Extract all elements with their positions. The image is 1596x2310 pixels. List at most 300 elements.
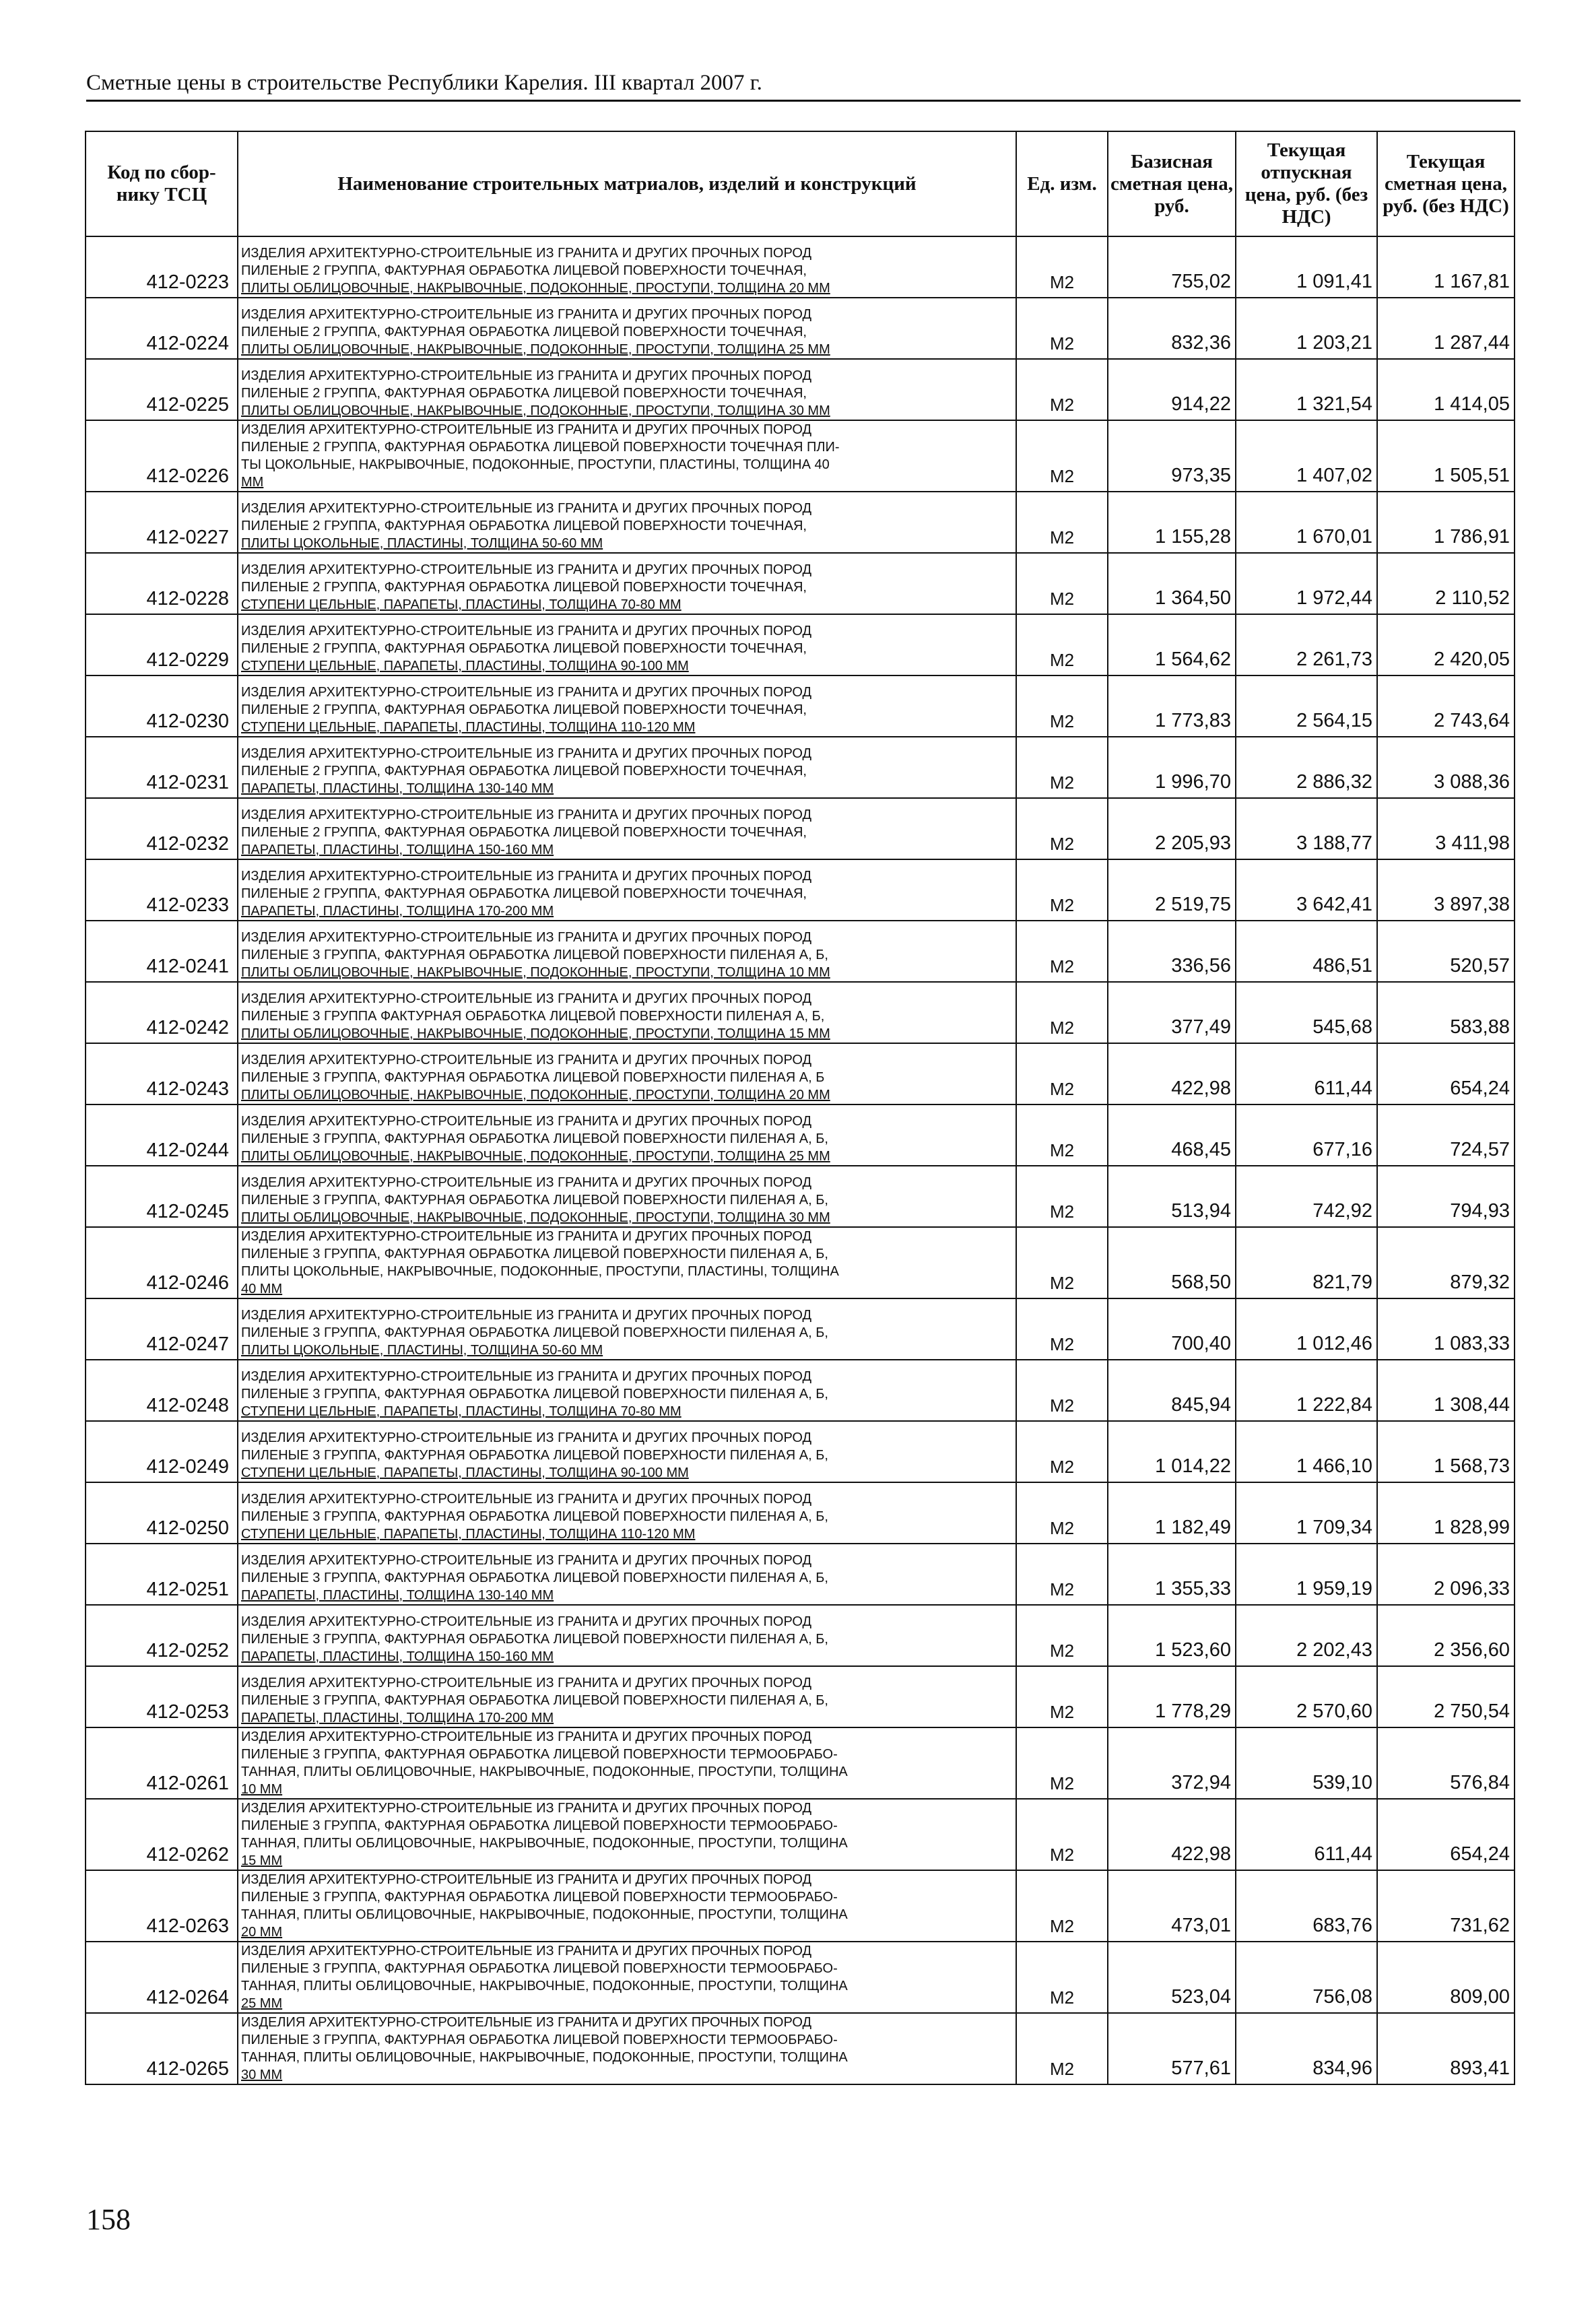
code-cell: 412-0251: [86, 1544, 238, 1605]
description-line: СТУПЕНИ ЦЕЛЬНЫЕ, ПАРАПЕТЫ, ПЛАСТИНЫ, ТОЛЩИНА 110-120 ММ: [241, 720, 696, 735]
description-line: ПИЛЕНЫЕ 2 ГРУППА, ФАКТУРНАЯ ОБРАБОТКА ЛИЦЕВОЙ ПОВЕРХНОСТИ ТОЧЕЧНАЯ,: [241, 325, 807, 339]
item-description: [241, 421, 1013, 491]
code-cell: 412-0224: [86, 298, 238, 359]
unit-cell: М2: [1016, 1544, 1108, 1605]
base-price-cell: 577,61: [1108, 2013, 1236, 2084]
table-row: [86, 2013, 1515, 2084]
description-line: ПАРАПЕТЫ, ПЛАСТИНЫ, ТОЛЩИНА 130-140 ММ: [241, 781, 554, 796]
base-price-cell: 468,45: [1108, 1104, 1236, 1166]
item-description: [241, 1490, 1013, 1543]
base-price-cell: 1 182,49: [1108, 1482, 1236, 1544]
base-price-cell: 1 996,70: [1108, 737, 1236, 798]
code-cell: 412-0246: [86, 1227, 238, 1298]
table-row: [86, 1043, 1515, 1104]
description-line: ПИЛЕНЫЕ 3 ГРУППА, ФАКТУРНАЯ ОБРАБОТКА ЛИЦЕВОЙ ПОВЕРХНОСТИ ПИЛЕНАЯ А, Б,: [241, 1193, 828, 1208]
unit-cell: М2: [1016, 1870, 1108, 1942]
estimate-price-cell: 893,41: [1377, 2013, 1515, 2084]
table-row: [86, 1227, 1515, 1298]
base-price-cell: 832,36: [1108, 298, 1236, 359]
description-line: ИЗДЕЛИЯ АРХИТЕКТУРНО-СТРОИТЕЛЬНЫЕ ИЗ ГРАНИТА И ДРУГИХ ПРОЧНЫХ ПОРОД: [241, 1114, 812, 1129]
base-price-cell: 700,40: [1108, 1298, 1236, 1360]
item-description: [241, 1368, 1013, 1420]
description-line: ИЗДЕЛИЯ АРХИТЕКТУРНО-СТРОИТЕЛЬНЫЕ ИЗ ГРАНИТА И ДРУГИХ ПРОЧНЫХ ПОРОД: [241, 991, 812, 1006]
release-price-cell: 611,44: [1236, 1043, 1377, 1104]
unit-cell: М2: [1016, 420, 1108, 492]
description-line: ПАРАПЕТЫ, ПЛАСТИНЫ, ТОЛЩИНА 150-160 ММ: [241, 1649, 554, 1664]
name-cell: [238, 1666, 1016, 1727]
release-price-cell: 1 091,41: [1236, 236, 1377, 298]
description-line: ПАРАПЕТЫ, ПЛАСТИНЫ, ТОЛЩИНА 170-200 ММ: [241, 1711, 554, 1725]
estimate-price-cell: 1 308,44: [1377, 1360, 1515, 1421]
base-price-cell: 1 564,62: [1108, 614, 1236, 675]
table-row: [86, 1104, 1515, 1166]
estimate-price-cell: 583,88: [1377, 982, 1515, 1043]
description-line: ИЗДЕЛИЯ АРХИТЕКТУРНО-СТРОИТЕЛЬНЫЕ ИЗ ГРАНИТА И ДРУГИХ ПРОЧНЫХ ПОРОД: [241, 1308, 812, 1323]
release-price-cell: 677,16: [1236, 1104, 1377, 1166]
description-line: ТЫ ЦОКОЛЬНЫЕ, НАКРЫВОЧНЫЕ, ПОДОКОННЫЕ, ПРОСТУПИ, ПЛАСТИНЫ, ТОЛЩИНА 40: [241, 457, 830, 472]
description-line: ПЛИТЫ ОБЛИЦОВОЧНЫЕ, НАКРЫВОЧНЫЕ, ПОДОКОННЫЕ, ПРОСТУПИ, ТОЛЩИНА 20 ММ: [241, 281, 830, 296]
description-line: ПИЛЕНЫЕ 3 ГРУППА, ФАКТУРНАЯ ОБРАБОТКА ЛИЦЕВОЙ ПОВЕРХНОСТИ ПИЛЕНАЯ А, Б,: [241, 1247, 828, 1261]
description-line: ИЗДЕЛИЯ АРХИТЕКТУРНО-СТРОИТЕЛЬНЫЕ ИЗ ГРАНИТА И ДРУГИХ ПРОЧНЫХ ПОРОД: [241, 307, 812, 322]
name-cell: [238, 298, 1016, 359]
unit-cell: М2: [1016, 359, 1108, 420]
description-line: ПИЛЕНЫЕ 3 ГРУППА, ФАКТУРНАЯ ОБРАБОТКА ЛИЦЕВОЙ ПОВЕРХНОСТИ ТЕРМООБРАБО-: [241, 1747, 838, 1762]
table-row: [86, 1727, 1515, 1799]
description-line: ИЗДЕЛИЯ АРХИТЕКТУРНО-СТРОИТЕЛЬНЫЕ ИЗ ГРАНИТА И ДРУГИХ ПРОЧНЫХ ПОРОД: [241, 1872, 812, 1887]
name-cell: [238, 921, 1016, 982]
base-price-cell: 1 523,60: [1108, 1605, 1236, 1666]
item-description: [241, 622, 1013, 675]
item-description: [241, 867, 1013, 920]
release-price-cell: 1 321,54: [1236, 359, 1377, 420]
page-header: Сметные цены в строительстве Республики Карелия. III квартал 2007 г.: [86, 67, 1521, 102]
unit-cell: М2: [1016, 1043, 1108, 1104]
estimate-price-cell: 1 568,73: [1377, 1421, 1515, 1482]
unit-cell: М2: [1016, 1727, 1108, 1799]
name-cell: [238, 1421, 1016, 1482]
table-row: [86, 737, 1515, 798]
description-line: ПИЛЕНЫЕ 3 ГРУППА, ФАКТУРНАЯ ОБРАБОТКА ЛИЦЕВОЙ ПОВЕРХНОСТИ ПИЛЕНАЯ А, Б,: [241, 1325, 828, 1340]
name-cell: [238, 553, 1016, 614]
base-price-cell: 336,56: [1108, 921, 1236, 982]
name-cell: [238, 1298, 1016, 1360]
description-line: ПИЛЕНЫЕ 3 ГРУППА, ФАКТУРНАЯ ОБРАБОТКА ЛИЦЕВОЙ ПОВЕРХНОСТИ ПИЛЕНАЯ А, Б,: [241, 1448, 828, 1463]
description-line: ПЛИТЫ ОБЛИЦОВОЧНЫЕ, НАКРЫВОЧНЫЕ, ПОДОКОННЫЕ, ПРОСТУПИ, ТОЛЩИНА 10 ММ: [241, 965, 830, 980]
code-cell: 412-0242: [86, 982, 238, 1043]
unit-cell: М2: [1016, 1227, 1108, 1298]
code-cell: 412-0252: [86, 1605, 238, 1666]
base-price-cell: 422,98: [1108, 1043, 1236, 1104]
description-line: ММ: [241, 475, 264, 490]
column-header-release-price: Текущая отпускная цена, руб. (без НДС): [1236, 131, 1377, 236]
name-cell: [238, 1104, 1016, 1166]
estimate-price-cell: 1 414,05: [1377, 359, 1515, 420]
name-cell: [238, 614, 1016, 675]
base-price-cell: 513,94: [1108, 1166, 1236, 1227]
table-body: [86, 236, 1515, 2084]
description-line: ИЗДЕЛИЯ АРХИТЕКТУРНО-СТРОИТЕЛЬНЫЕ ИЗ ГРАНИТА И ДРУГИХ ПРОЧНЫХ ПОРОД: [241, 1175, 812, 1190]
description-line: ПЛИТЫ ОБЛИЦОВОЧНЫЕ, НАКРЫВОЧНЫЕ, ПОДОКОННЫЕ, ПРОСТУПИ, ТОЛЩИНА 25 ММ: [241, 1149, 830, 1164]
item-description: [241, 806, 1013, 859]
description-line: ПИЛЕНЫЕ 3 ГРУППА, ФАКТУРНАЯ ОБРАБОТКА ЛИЦЕВОЙ ПОВЕРХНОСТИ ПИЛЕНАЯ А, Б,: [241, 1571, 828, 1585]
description-line: ИЗДЕЛИЯ АРХИТЕКТУРНО-СТРОИТЕЛЬНЫЕ ИЗ ГРАНИТА И ДРУГИХ ПРОЧНЫХ ПОРОД: [241, 368, 812, 383]
table-row: [86, 298, 1515, 359]
description-line: ИЗДЕЛИЯ АРХИТЕКТУРНО-СТРОИТЕЛЬНЫЕ ИЗ ГРАНИТА И ДРУГИХ ПРОЧНЫХ ПОРОД: [241, 869, 812, 884]
code-cell: 412-0226: [86, 420, 238, 492]
column-header-unit: Ед. изм.: [1016, 131, 1108, 236]
description-line: ПЛИТЫ ЦОКОЛЬНЫЕ, ПЛАСТИНЫ, ТОЛЩИНА 50-60 ММ: [241, 1343, 603, 1358]
release-price-cell: 3 188,77: [1236, 798, 1377, 859]
column-header-estimate-price: Текущая сметная цена, руб. (без НДС): [1377, 131, 1515, 236]
description-line: ПИЛЕНЫЕ 2 ГРУППА, ФАКТУРНАЯ ОБРАБОТКА ЛИЦЕВОЙ ПОВЕРХНОСТИ ТОЧЕЧНАЯ,: [241, 519, 807, 533]
description-line: ПИЛЕНЫЕ 3 ГРУППА, ФАКТУРНАЯ ОБРАБОТКА ЛИЦЕВОЙ ПОВЕРХНОСТИ ТЕРМООБРАБО-: [241, 1818, 838, 1833]
item-description: [241, 1113, 1013, 1165]
item-description: [241, 1429, 1013, 1482]
description-line: ПИЛЕНЫЕ 3 ГРУППА, ФАКТУРНАЯ ОБРАБОТКА ЛИЦЕВОЙ ПОВЕРХНОСТИ ПИЛЕНАЯ А, Б: [241, 1070, 825, 1085]
name-cell: [238, 1227, 1016, 1298]
release-price-cell: 2 564,15: [1236, 675, 1377, 737]
column-header-name: Наименование строительных матриалов, изделий и конструкций: [238, 131, 1016, 236]
table-row: [86, 420, 1515, 492]
item-description: [241, 1613, 1013, 1665]
description-line: ПИЛЕНЫЕ 2 ГРУППА, ФАКТУРНАЯ ОБРАБОТКА ЛИЦЕВОЙ ПОВЕРХНОСТИ ТОЧЕЧНАЯ,: [241, 764, 807, 779]
name-cell: [238, 737, 1016, 798]
name-cell: [238, 1043, 1016, 1104]
release-price-cell: 683,76: [1236, 1870, 1377, 1942]
name-cell: [238, 1360, 1016, 1421]
unit-cell: М2: [1016, 982, 1108, 1043]
table-row: [86, 1799, 1515, 1870]
description-line: ИЗДЕЛИЯ АРХИТЕКТУРНО-СТРОИТЕЛЬНЫЕ ИЗ ГРАНИТА И ДРУГИХ ПРОЧНЫХ ПОРОД: [241, 2015, 812, 2030]
description-line: ИЗДЕЛИЯ АРХИТЕКТУРНО-СТРОИТЕЛЬНЫЕ ИЗ ГРАНИТА И ДРУГИХ ПРОЧНЫХ ПОРОД: [241, 685, 812, 700]
release-price-cell: 1 959,19: [1236, 1544, 1377, 1605]
table-row: [86, 1870, 1515, 1942]
base-price-cell: 973,35: [1108, 420, 1236, 492]
table-row: [86, 1942, 1515, 2013]
name-cell: [238, 236, 1016, 298]
release-price-cell: 545,68: [1236, 982, 1377, 1043]
estimate-price-cell: 3 088,36: [1377, 737, 1515, 798]
base-price-cell: 473,01: [1108, 1870, 1236, 1942]
table-row: [86, 236, 1515, 298]
estimate-price-cell: 724,57: [1377, 1104, 1515, 1166]
description-line: ИЗДЕЛИЯ АРХИТЕКТУРНО-СТРОИТЕЛЬНЫЕ ИЗ ГРАНИТА И ДРУГИХ ПРОЧНЫХ ПОРОД: [241, 624, 812, 638]
estimate-price-cell: 2 110,52: [1377, 553, 1515, 614]
description-line: ТАННАЯ, ПЛИТЫ ОБЛИЦОВОЧНЫЕ, НАКРЫВОЧНЫЕ, ПОДОКОННЫЕ, ПРОСТУПИ, ТОЛЩИНА: [241, 1907, 848, 1922]
unit-cell: М2: [1016, 1666, 1108, 1727]
unit-cell: М2: [1016, 921, 1108, 982]
estimate-price-cell: 731,62: [1377, 1870, 1515, 1942]
code-cell: 412-0265: [86, 2013, 238, 2084]
description-line: ПИЛЕНЫЕ 2 ГРУППА, ФАКТУРНАЯ ОБРАБОТКА ЛИЦЕВОЙ ПОВЕРХНОСТИ ТОЧЕЧНАЯ,: [241, 263, 807, 278]
description-line: ИЗДЕЛИЯ АРХИТЕКТУРНО-СТРОИТЕЛЬНЫЕ ИЗ ГРАНИТА И ДРУГИХ ПРОЧНЫХ ПОРОД: [241, 1729, 812, 1744]
item-description: [241, 1871, 1013, 1941]
item-description: [241, 2014, 1013, 2084]
unit-cell: М2: [1016, 1942, 1108, 2013]
table-row: [86, 982, 1515, 1043]
release-price-cell: 611,44: [1236, 1799, 1377, 1870]
description-line: ИЗДЕЛИЯ АРХИТЕКТУРНО-СТРОИТЕЛЬНЫЕ ИЗ ГРАНИТА И ДРУГИХ ПРОЧНЫХ ПОРОД: [241, 746, 812, 761]
description-line: ИЗДЕЛИЯ АРХИТЕКТУРНО-СТРОИТЕЛЬНЫЕ ИЗ ГРАНИТА И ДРУГИХ ПРОЧНЫХ ПОРОД: [241, 1676, 812, 1690]
base-price-cell: 1 778,29: [1108, 1666, 1236, 1727]
release-price-cell: 1 203,21: [1236, 298, 1377, 359]
description-line: ПИЛЕНЫЕ 3 ГРУППА, ФАКТУРНАЯ ОБРАБОТКА ЛИЦЕВОЙ ПОВЕРХНОСТИ ТЕРМООБРАБО-: [241, 1890, 838, 1905]
description-line: ИЗДЕЛИЯ АРХИТЕКТУРНО-СТРОИТЕЛЬНЫЕ ИЗ ГРАНИТА И ДРУГИХ ПРОЧНЫХ ПОРОД: [241, 1430, 812, 1445]
unit-cell: М2: [1016, 1482, 1108, 1544]
table-row: [86, 553, 1515, 614]
code-cell: 412-0250: [86, 1482, 238, 1544]
price-table: [85, 131, 1515, 2085]
item-description: [241, 244, 1013, 297]
description-line: ИЗДЕЛИЯ АРХИТЕКТУРНО-СТРОИТЕЛЬНЫЕ ИЗ ГРАНИТА И ДРУГИХ ПРОЧНЫХ ПОРОД: [241, 1369, 812, 1384]
table-row: [86, 1360, 1515, 1421]
description-line: ПЛИТЫ ОБЛИЦОВОЧНЫЕ, НАКРЫВОЧНЫЕ, ПОДОКОННЫЕ, ПРОСТУПИ, ТОЛЩИНА 30 ММ: [241, 1210, 830, 1225]
description-line: ИЗДЕЛИЯ АРХИТЕКТУРНО-СТРОИТЕЛЬНЫЕ ИЗ ГРАНИТА И ДРУГИХ ПРОЧНЫХ ПОРОД: [241, 1053, 812, 1067]
unit-cell: М2: [1016, 737, 1108, 798]
code-cell: 412-0244: [86, 1104, 238, 1166]
unit-cell: М2: [1016, 2013, 1108, 2084]
base-price-cell: 914,22: [1108, 359, 1236, 420]
unit-cell: М2: [1016, 298, 1108, 359]
description-line: ПИЛЕНЫЕ 2 ГРУППА, ФАКТУРНАЯ ОБРАБОТКА ЛИЦЕВОЙ ПОВЕРХНОСТИ ТОЧЕЧНАЯ,: [241, 580, 807, 595]
estimate-price-cell: 1 083,33: [1377, 1298, 1515, 1360]
base-price-cell: 568,50: [1108, 1227, 1236, 1298]
unit-cell: М2: [1016, 1360, 1108, 1421]
estimate-price-cell: 576,84: [1377, 1727, 1515, 1799]
description-line: СТУПЕНИ ЦЕЛЬНЫЕ, ПАРАПЕТЫ, ПЛАСТИНЫ, ТОЛЩИНА 70-80 ММ: [241, 1404, 681, 1419]
release-price-cell: 1 670,01: [1236, 492, 1377, 553]
description-line: ПИЛЕНЫЕ 3 ГРУППА, ФАКТУРНАЯ ОБРАБОТКА ЛИЦЕВОЙ ПОВЕРХНОСТИ ПИЛЕНАЯ А, Б,: [241, 1387, 828, 1401]
description-line: 10 ММ: [241, 1782, 283, 1797]
description-line: ПАРАПЕТЫ, ПЛАСТИНЫ, ТОЛЩИНА 130-140 ММ: [241, 1588, 554, 1603]
code-cell: 412-0225: [86, 359, 238, 420]
table-row: [86, 1166, 1515, 1227]
table-row: [86, 1544, 1515, 1605]
estimate-price-cell: 654,24: [1377, 1043, 1515, 1104]
release-price-cell: 2 202,43: [1236, 1605, 1377, 1666]
description-line: ПИЛЕНЫЕ 3 ГРУППА, ФАКТУРНАЯ ОБРАБОТКА ЛИЦЕВОЙ ПОВЕРХНОСТИ ПИЛЕНАЯ А, Б,: [241, 948, 828, 962]
item-description: [241, 1051, 1013, 1104]
description-line: ПЛИТЫ ЦОКОЛЬНЫЕ, НАКРЫВОЧНЫЕ, ПОДОКОННЫЕ, ПРОСТУПИ, ПЛАСТИНЫ, ТОЛЩИНА: [241, 1264, 839, 1279]
base-price-cell: 2 519,75: [1108, 859, 1236, 921]
code-cell: 412-0241: [86, 921, 238, 982]
release-price-cell: 821,79: [1236, 1227, 1377, 1298]
estimate-price-cell: 1 167,81: [1377, 236, 1515, 298]
code-cell: 412-0253: [86, 1666, 238, 1727]
description-line: ИЗДЕЛИЯ АРХИТЕКТУРНО-СТРОИТЕЛЬНЫЕ ИЗ ГРАНИТА И ДРУГИХ ПРОЧНЫХ ПОРОД: [241, 1801, 812, 1816]
name-cell: [238, 1544, 1016, 1605]
item-description: [241, 500, 1013, 552]
description-line: СТУПЕНИ ЦЕЛЬНЫЕ, ПАРАПЕТЫ, ПЛАСТИНЫ, ТОЛЩИНА 90-100 ММ: [241, 1465, 689, 1480]
description-line: ПЛИТЫ ЦОКОЛЬНЫЕ, ПЛАСТИНЫ, ТОЛЩИНА 50-60 ММ: [241, 536, 603, 551]
unit-cell: М2: [1016, 859, 1108, 921]
release-price-cell: 2 261,73: [1236, 614, 1377, 675]
description-line: СТУПЕНИ ЦЕЛЬНЫЕ, ПАРАПЕТЫ, ПЛАСТИНЫ, ТОЛЩИНА 90-100 ММ: [241, 659, 689, 673]
description-line: ИЗДЕЛИЯ АРХИТЕКТУРНО-СТРОИТЕЛЬНЫЕ ИЗ ГРАНИТА И ДРУГИХ ПРОЧНЫХ ПОРОД: [241, 1944, 812, 1958]
estimate-price-cell: 2 420,05: [1377, 614, 1515, 675]
estimate-price-cell: 654,24: [1377, 1799, 1515, 1870]
code-cell: 412-0228: [86, 553, 238, 614]
table-row: [86, 675, 1515, 737]
table-row: [86, 1605, 1515, 1666]
description-line: ИЗДЕЛИЯ АРХИТЕКТУРНО-СТРОИТЕЛЬНЫЕ ИЗ ГРАНИТА И ДРУГИХ ПРОЧНЫХ ПОРОД: [241, 246, 812, 261]
name-cell: [238, 1870, 1016, 1942]
description-line: ПИЛЕНЫЕ 2 ГРУППА, ФАКТУРНАЯ ОБРАБОТКА ЛИЦЕВОЙ ПОВЕРХНОСТИ ТОЧЕЧНАЯ,: [241, 641, 807, 656]
unit-cell: М2: [1016, 614, 1108, 675]
code-cell: 412-0248: [86, 1360, 238, 1421]
code-cell: 412-0243: [86, 1043, 238, 1104]
unit-cell: М2: [1016, 1421, 1108, 1482]
item-description: [241, 1228, 1013, 1298]
base-price-cell: 1 364,50: [1108, 553, 1236, 614]
description-line: ПАРАПЕТЫ, ПЛАСТИНЫ, ТОЛЩИНА 150-160 ММ: [241, 843, 554, 857]
description-line: ПИЛЕНЫЕ 3 ГРУППА, ФАКТУРНАЯ ОБРАБОТКА ЛИЦЕВОЙ ПОВЕРХНОСТИ ПИЛЕНАЯ А, Б,: [241, 1632, 828, 1647]
item-description: [241, 684, 1013, 736]
description-line: ТАННАЯ, ПЛИТЫ ОБЛИЦОВОЧНЫЕ, НАКРЫВОЧНЫЕ, ПОДОКОННЫЕ, ПРОСТУПИ, ТОЛЩИНА: [241, 1764, 848, 1779]
estimate-price-cell: 2 356,60: [1377, 1605, 1515, 1666]
estimate-price-cell: 1 828,99: [1377, 1482, 1515, 1544]
code-cell: 412-0231: [86, 737, 238, 798]
description-line: ТАННАЯ, ПЛИТЫ ОБЛИЦОВОЧНЫЕ, НАКРЫВОЧНЫЕ, ПОДОКОННЫЕ, ПРОСТУПИ, ТОЛЩИНА: [241, 2050, 848, 2065]
estimate-price-cell: 1 786,91: [1377, 492, 1515, 553]
base-price-cell: 2 205,93: [1108, 798, 1236, 859]
item-description: [241, 561, 1013, 614]
table-row: [86, 1298, 1515, 1360]
description-line: ПЛИТЫ ОБЛИЦОВОЧНЫЕ, НАКРЫВОЧНЫЕ, ПОДОКОННЫЕ, ПРОСТУПИ, ТОЛЩИНА 30 ММ: [241, 403, 830, 418]
name-cell: [238, 1166, 1016, 1227]
table-row: [86, 614, 1515, 675]
description-line: 20 ММ: [241, 1925, 283, 1940]
description-line: ИЗДЕЛИЯ АРХИТЕКТУРНО-СТРОИТЕЛЬНЫЕ ИЗ ГРАНИТА И ДРУГИХ ПРОЧНЫХ ПОРОД: [241, 1614, 812, 1629]
code-cell: 412-0245: [86, 1166, 238, 1227]
release-price-cell: 1 012,46: [1236, 1298, 1377, 1360]
estimate-price-cell: 1 287,44: [1377, 298, 1515, 359]
code-cell: 412-0261: [86, 1727, 238, 1799]
name-cell: [238, 675, 1016, 737]
description-line: ИЗДЕЛИЯ АРХИТЕКТУРНО-СТРОИТЕЛЬНЫЕ ИЗ ГРАНИТА И ДРУГИХ ПРОЧНЫХ ПОРОД: [241, 930, 812, 945]
base-price-cell: 755,02: [1108, 236, 1236, 298]
table-header: [86, 131, 1515, 236]
description-line: СТУПЕНИ ЦЕЛЬНЫЕ, ПАРАПЕТЫ, ПЛАСТИНЫ, ТОЛЩИНА 110-120 ММ: [241, 1527, 696, 1542]
table-row: [86, 1666, 1515, 1727]
table-row: [86, 798, 1515, 859]
release-price-cell: 3 642,41: [1236, 859, 1377, 921]
table-row: [86, 921, 1515, 982]
release-price-cell: 1 466,10: [1236, 1421, 1377, 1482]
code-cell: 412-0230: [86, 675, 238, 737]
item-description: [241, 1674, 1013, 1727]
estimate-price-cell: 879,32: [1377, 1227, 1515, 1298]
description-line: ПИЛЕНЫЕ 2 ГРУППА, ФАКТУРНАЯ ОБРАБОТКА ЛИЦЕВОЙ ПОВЕРХНОСТИ ТОЧЕЧНАЯ,: [241, 702, 807, 717]
name-cell: [238, 2013, 1016, 2084]
estimate-price-cell: 794,93: [1377, 1166, 1515, 1227]
description-line: ПЛИТЫ ОБЛИЦОВОЧНЫЕ, НАКРЫВОЧНЫЕ, ПОДОКОННЫЕ, ПРОСТУПИ, ТОЛЩИНА 25 ММ: [241, 342, 830, 357]
estimate-price-cell: 2 750,54: [1377, 1666, 1515, 1727]
description-line: ИЗДЕЛИЯ АРХИТЕКТУРНО-СТРОИТЕЛЬНЫЕ ИЗ ГРАНИТА И ДРУГИХ ПРОЧНЫХ ПОРОД: [241, 807, 812, 822]
item-description: [241, 1942, 1013, 2012]
code-cell: 412-0223: [86, 236, 238, 298]
name-cell: [238, 1942, 1016, 2013]
page-number: 158: [86, 2203, 131, 2236]
unit-cell: М2: [1016, 1799, 1108, 1870]
item-description: [241, 367, 1013, 420]
description-line: ПИЛЕНЫЕ 2 ГРУППА, ФАКТУРНАЯ ОБРАБОТКА ЛИЦЕВОЙ ПОВЕРХНОСТИ ТОЧЕЧНАЯ,: [241, 825, 807, 840]
description-line: 30 ММ: [241, 2068, 283, 2082]
release-price-cell: 742,92: [1236, 1166, 1377, 1227]
column-header-code: Код по сбор-нику ТСЦ: [86, 131, 238, 236]
base-price-cell: 377,49: [1108, 982, 1236, 1043]
unit-cell: М2: [1016, 1298, 1108, 1360]
description-line: ПИЛЕНЫЕ 3 ГРУППА, ФАКТУРНАЯ ОБРАБОТКА ЛИЦЕВОЙ ПОВЕРХНОСТИ ПИЛЕНАЯ А, Б,: [241, 1131, 828, 1146]
item-description: [241, 1307, 1013, 1359]
code-cell: 412-0249: [86, 1421, 238, 1482]
release-price-cell: 539,10: [1236, 1727, 1377, 1799]
description-line: 40 ММ: [241, 1282, 283, 1296]
release-price-cell: 756,08: [1236, 1942, 1377, 2013]
estimate-price-cell: 1 505,51: [1377, 420, 1515, 492]
base-price-cell: 1 155,28: [1108, 492, 1236, 553]
base-price-cell: 1 014,22: [1108, 1421, 1236, 1482]
release-price-cell: 834,96: [1236, 2013, 1377, 2084]
description-line: ПИЛЕНЫЕ 3 ГРУППА, ФАКТУРНАЯ ОБРАБОТКА ЛИЦЕВОЙ ПОВЕРХНОСТИ ТЕРМООБРАБО-: [241, 1961, 838, 1976]
description-line: ПИЛЕНЫЕ 3 ГРУППА, ФАКТУРНАЯ ОБРАБОТКА ЛИЦЕВОЙ ПОВЕРХНОСТИ ПИЛЕНАЯ А, Б,: [241, 1509, 828, 1524]
estimate-price-cell: 520,57: [1377, 921, 1515, 982]
estimate-price-cell: 3 897,38: [1377, 859, 1515, 921]
code-cell: 412-0247: [86, 1298, 238, 1360]
table-row: [86, 1421, 1515, 1482]
release-price-cell: 2 886,32: [1236, 737, 1377, 798]
description-line: СТУПЕНИ ЦЕЛЬНЫЕ, ПАРАПЕТЫ, ПЛАСТИНЫ, ТОЛЩИНА 70-80 ММ: [241, 597, 681, 612]
unit-cell: М2: [1016, 1166, 1108, 1227]
name-cell: [238, 1799, 1016, 1870]
description-line: ТАННАЯ, ПЛИТЫ ОБЛИЦОВОЧНЫЕ, НАКРЫВОЧНЫЕ, ПОДОКОННЫЕ, ПРОСТУПИ, ТОЛЩИНА: [241, 1979, 848, 1993]
table-row: [86, 492, 1515, 553]
unit-cell: М2: [1016, 492, 1108, 553]
estimate-price-cell: 809,00: [1377, 1942, 1515, 2013]
description-line: ПЛИТЫ ОБЛИЦОВОЧНЫЕ, НАКРЫВОЧНЫЕ, ПОДОКОННЫЕ, ПРОСТУПИ, ТОЛЩИНА 20 ММ: [241, 1088, 830, 1102]
estimate-price-cell: 2 096,33: [1377, 1544, 1515, 1605]
description-line: ИЗДЕЛИЯ АРХИТЕКТУРНО-СТРОИТЕЛЬНЫЕ ИЗ ГРАНИТА И ДРУГИХ ПРОЧНЫХ ПОРОД: [241, 562, 812, 577]
table-row: [86, 1482, 1515, 1544]
item-description: [241, 1552, 1013, 1604]
code-cell: 412-0227: [86, 492, 238, 553]
description-line: 15 ММ: [241, 1853, 283, 1868]
description-line: ПИЛЕНЫЕ 3 ГРУППА ФАКТУРНАЯ ОБРАБОТКА ЛИЦЕВОЙ ПОВЕРХНОСТИ ПИЛЕНАЯ А, Б,: [241, 1009, 825, 1024]
item-description: [241, 745, 1013, 797]
description-line: ПЛИТЫ ОБЛИЦОВОЧНЫЕ, НАКРЫВОЧНЫЕ, ПОДОКОННЫЕ, ПРОСТУПИ, ТОЛЩИНА 15 ММ: [241, 1026, 830, 1041]
description-line: ТАННАЯ, ПЛИТЫ ОБЛИЦОВОЧНЫЕ, НАКРЫВОЧНЫЕ, ПОДОКОННЫЕ, ПРОСТУПИ, ТОЛЩИНА: [241, 1836, 848, 1851]
name-cell: [238, 492, 1016, 553]
description-line: ПИЛЕНЫЕ 3 ГРУППА, ФАКТУРНАЯ ОБРАБОТКА ЛИЦЕВОЙ ПОВЕРХНОСТИ ПИЛЕНАЯ А, Б,: [241, 1693, 828, 1708]
code-cell: 412-0229: [86, 614, 238, 675]
base-price-cell: 845,94: [1108, 1360, 1236, 1421]
header-row: [86, 131, 1515, 236]
release-price-cell: 1 407,02: [1236, 420, 1377, 492]
name-cell: [238, 982, 1016, 1043]
code-cell: 412-0233: [86, 859, 238, 921]
description-line: ПИЛЕНЫЕ 3 ГРУППА, ФАКТУРНАЯ ОБРАБОТКА ЛИЦЕВОЙ ПОВЕРХНОСТИ ТЕРМООБРАБО-: [241, 2033, 838, 2047]
unit-cell: М2: [1016, 675, 1108, 737]
name-cell: [238, 1605, 1016, 1666]
description-line: ПИЛЕНЫЕ 2 ГРУППА, ФАКТУРНАЯ ОБРАБОТКА ЛИЦЕВОЙ ПОВЕРХНОСТИ ТОЧЕЧНАЯ,: [241, 886, 807, 901]
estimate-price-cell: 2 743,64: [1377, 675, 1515, 737]
description-line: ПИЛЕНЫЕ 2 ГРУППА, ФАКТУРНАЯ ОБРАБОТКА ЛИЦЕВОЙ ПОВЕРХНОСТИ ТОЧЕЧНАЯ ПЛИ-: [241, 440, 840, 455]
release-price-cell: 1 222,84: [1236, 1360, 1377, 1421]
description-line: 25 ММ: [241, 1996, 283, 2011]
table-row: [86, 859, 1515, 921]
base-price-cell: 523,04: [1108, 1942, 1236, 2013]
name-cell: [238, 420, 1016, 492]
